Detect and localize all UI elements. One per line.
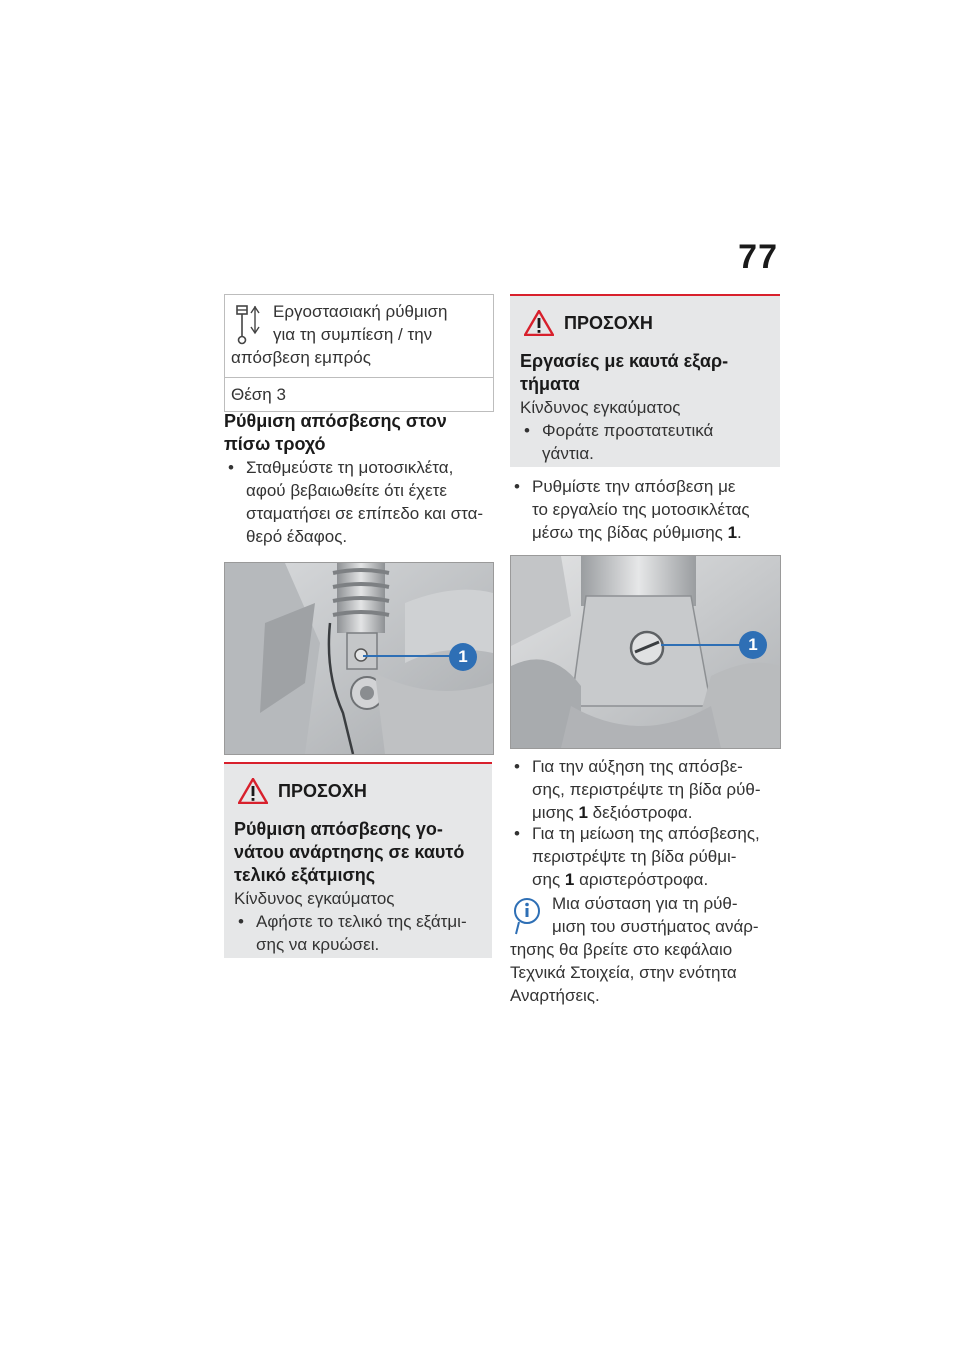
warning-triangle-icon [238,778,268,804]
warning1-heading-line2: νάτου ανάρτησης σε καυτό [234,842,465,862]
park-bullet-line3: σταματήσει σε επίπεδο και στα- [246,504,484,523]
decrease-line3 [532,868,802,891]
warning2-action-line1: • Φοράτε προστατευτικά [542,421,714,440]
park-bullet-line4: θερό έδαφος. [246,527,348,546]
increase-line3-end: δεξιόστροφα. [587,803,693,822]
factory-setting-row [225,295,493,378]
park-bullet-line1: • Σταθμεύστε τη μοτοσικλέτα, [246,458,454,477]
adjust-screw-illustration [511,556,780,748]
warning2-action-line2: γάντια. [542,444,594,463]
increase-line3 [532,801,802,824]
factory-setting-line1: Εργοστασιακή ρύθμιση [273,302,448,321]
decrease-screw-number: 1 [564,870,575,889]
info-line2: μιση του συστήματος ανάρ- [552,917,759,936]
adjust-line3 [532,521,802,544]
warning2-risk: Κίνδυνος εγκαύματος [520,398,681,417]
factory-setting-value: Θέση 3 [231,385,286,404]
warning-box-hot-parts [510,294,780,467]
decrease-line3-text: σης [532,870,565,889]
adjust-screw-number: 1 [727,523,738,542]
adjust-screw-figure [510,555,781,749]
rear-damping-section [224,410,494,548]
warning1-heading-line1: Ρύθμιση απόσβεσης γο- [234,819,443,839]
page-number: 77 [738,238,778,276]
info-line4: Τεχνικά Στοιχεία, στην ενότητα [510,963,737,982]
adjust-line1: • Ρυθμίστε την απόσβεση με [532,477,736,496]
decrease-line2: περιστρέψτε τη βίδα ρύθμι- [532,847,737,866]
shock-absorber-icon [233,303,265,347]
info-line5: Αναρτήσεις. [510,986,600,1005]
warning-title-text: ΠΡΟΣΟΧΗ [278,780,367,801]
rear-shock-figure [224,562,494,755]
warning1-risk: Κίνδυνος εγκαύματος [234,889,395,908]
warning2-heading-line2: τήματα [520,374,580,394]
decrease-bullet [510,822,802,891]
warning-box-exhaust [224,762,492,958]
warning-title [234,778,482,804]
info-line3: τησης θα βρείτε στο κεφάλαιο [510,940,733,959]
adjust-line3-end: . [737,523,742,542]
adjust-bullet [510,475,802,544]
factory-setting-line2: για τη συμπίεση / την [273,325,433,344]
callout-number: 1 [458,647,468,666]
warning1-action-line2: σης να κρυώσει. [256,935,380,954]
warning-title-text: ΠΡΟΣΟΧΗ [564,312,653,333]
warning-triangle-icon [524,310,554,336]
increase-line3-text: μισης [532,803,579,822]
warning2-heading-line1: Εργασίες με καυτά εξαρ- [520,351,729,371]
adjust-line3-text: μέσω της βίδας ρύθμισης [532,523,728,542]
park-bullet-line2: αφού βεβαιωθείτε ότι έχετε [246,481,447,500]
callout-leader-1 [363,655,451,657]
increase-screw-number: 1 [578,803,588,822]
increase-line2: σης, περιστρέψτε τη βίδα ρύθ- [532,780,761,799]
factory-setting-line3: απόσβεση εμπρός [231,348,371,367]
adjust-line2: το εργαλείο της μοτοσικλέτας [532,500,750,519]
callout-number: 1 [748,635,758,654]
rear-damping-heading-line2: πίσω τροχό [224,434,326,454]
decrease-line3-end: αριστερόστροφα. [574,870,709,889]
warning1-action [234,910,482,956]
increase-bullet [510,755,802,824]
rear-damping-heading-line1: Ρύθμιση απόσβεσης στον [224,411,447,431]
warning1-heading-line3: τελικό εξάτμισης [234,865,376,885]
warning-title [520,310,770,336]
warning2-action [520,419,770,465]
info-icon [512,896,542,936]
info-line1: Μια σύσταση για τη ρύθ- [552,894,738,913]
increase-line1: • Για την αύξηση της απόσβε- [532,757,743,776]
callout-leader-2 [661,644,743,646]
callout-1-figure2 [739,631,767,659]
info-note [510,892,780,1007]
callout-1-figure1 [449,643,477,671]
decrease-line1: • Για τη μείωση της απόσβεσης, [532,824,760,843]
park-bullet [224,456,494,548]
factory-setting-table [224,294,494,412]
warning1-action-line1: • Αφήστε το τελικό της εξάτμι- [256,912,467,931]
